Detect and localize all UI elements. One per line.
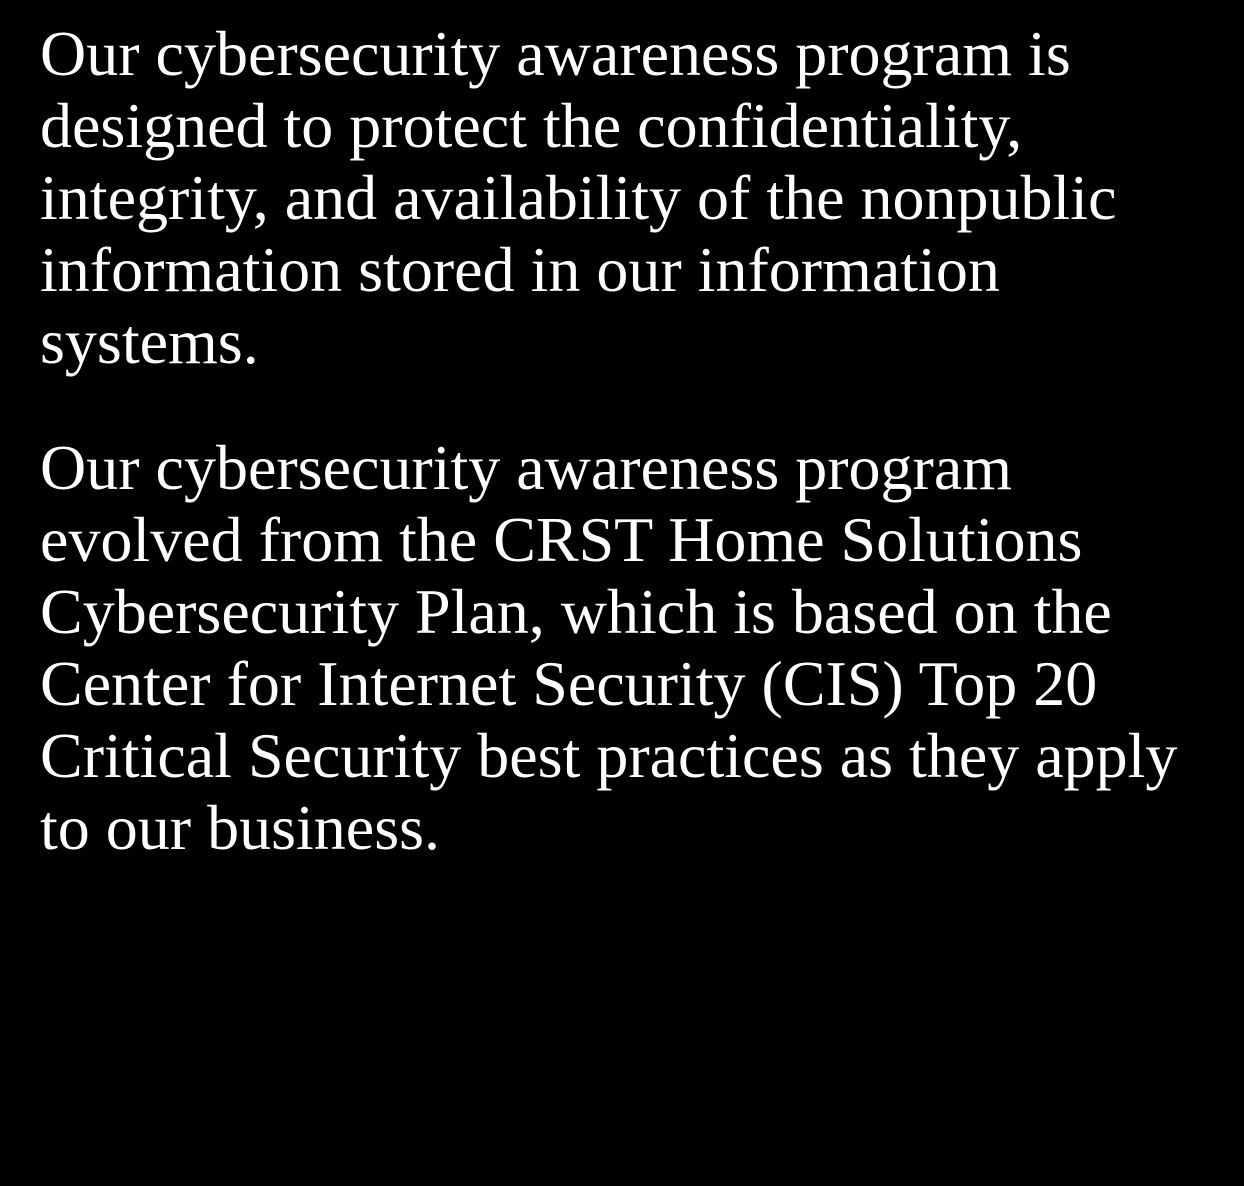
paragraph-2 (40, 432, 1244, 864)
paragraph-2-line: to our business. (40, 792, 440, 863)
paragraph-2-line: Center for Internet Security (CIS) Top 20 (40, 648, 1098, 719)
paragraph-2-line: Cybersecurity Plan, which is based on the (40, 576, 1112, 647)
paragraph-1-line: designed to protect the confidentiality, (40, 90, 1023, 161)
paragraph-1-line: information stored in our information (40, 234, 1000, 305)
paragraph-2-line: evolved from the CRST Home Solutions (40, 504, 1083, 575)
paragraph-2-line: Critical Security best practices as they apply (40, 720, 1178, 791)
paragraph-1 (40, 18, 1244, 378)
paragraph-2-line: Our cybersecurity awareness program (40, 432, 1013, 503)
paragraph-1-line: integrity, and availability of the nonpublic (40, 162, 1117, 233)
paragraph-1-line: Our cybersecurity awareness program is (40, 18, 1071, 89)
paragraph-1-line: systems. (40, 306, 259, 377)
